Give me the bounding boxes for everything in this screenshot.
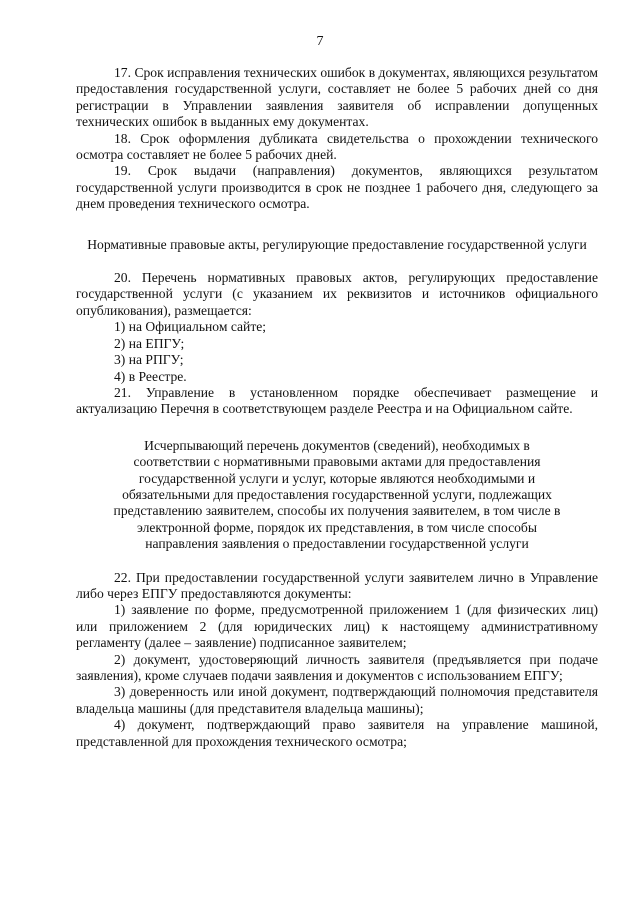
paragraph-22: 22. При предоставлении государственной услуги заявителем лично в Управление либо через ЕПГУ предоставляются документы: — [76, 569, 598, 601]
paragraph-22-item-2: 2) документ, удостоверяющий личность заявителя (предъявляется при подаче заявления), кроме случаев подачи заявления и документов с использованием ЕПГУ; — [76, 651, 598, 683]
paragraph-22-item-3: 3) доверенность или иной документ, подтверждающий полномочия представителя владельца машины (для представителя владельца машины); — [76, 684, 598, 716]
section-heading-documents-list: Исчерпывающий перечень документов (сведений), необходимых в соответствии с нормативными правовыми актами для предоставления государственной услуги и услуг, которые являются необходимыми и обязательными для предоставления государственной услуги, подлежащих представлению заявителем, способы их получения заявителем, в том числе в электронной форме, порядок их представления, в том числе способы направления заявления о предоставлении государственной услуги — [113, 437, 561, 552]
paragraph-21: 21. Управление в установленном порядке обеспечивает размещение и актуализацию Перечня в соответствующем разделе Реестра и на Официальном сайте. — [76, 384, 598, 417]
section-heading-normative-acts: Нормативные правовые акты, регулирующие предоставление государственной услуги — [87, 236, 587, 252]
paragraph-19: 19. Срок выдачи (направления) документов, являющихся результатом государственной услуги производится в срок не позднее 1 рабочего дня, следующего за днем проведения технического осмотра. — [76, 163, 598, 212]
paragraph-20: 20. Перечень нормативных правовых актов, регулирующих предоставление государственной услуги (с указанием их реквизитов и источников официального опубликования), размещается: — [76, 270, 598, 318]
paragraph-17: 17. Срок исправления технических ошибок в документах, являющихся результатом предоставления государственной услуги, составляет не более 5 рабочих дней со дня регистрации в Управлении заявления заявителя об исправлении допущенных технических ошибок в выданных ему документах. — [76, 65, 598, 130]
paragraph-22-item-1: 1) заявление по форме, предусмотренной приложением 1 (для физических лиц) или приложением 2 (для юридических лиц) к настоящему административному регламенту (далее – заявление) подписанное заявителем; — [76, 602, 598, 651]
document-body — [76, 65, 598, 750]
paragraph-18: 18. Срок оформления дубликата свидетельства о прохождении технического осмотра составляет не более 5 рабочих дней. — [76, 130, 598, 163]
list-item: 4) в Реестре. — [114, 368, 187, 384]
page-number: 7 — [316, 34, 324, 49]
list-item: 1) на Официальном сайте; — [114, 319, 267, 335]
list-item: 3) на РПГУ; — [114, 352, 184, 368]
list-item: 2) на ЕПГУ; — [114, 335, 185, 351]
paragraph-22-item-4: 4) документ, подтверждающий право заявителя на управление машиной, представленной для прохождения технического осмотра; — [76, 717, 598, 749]
